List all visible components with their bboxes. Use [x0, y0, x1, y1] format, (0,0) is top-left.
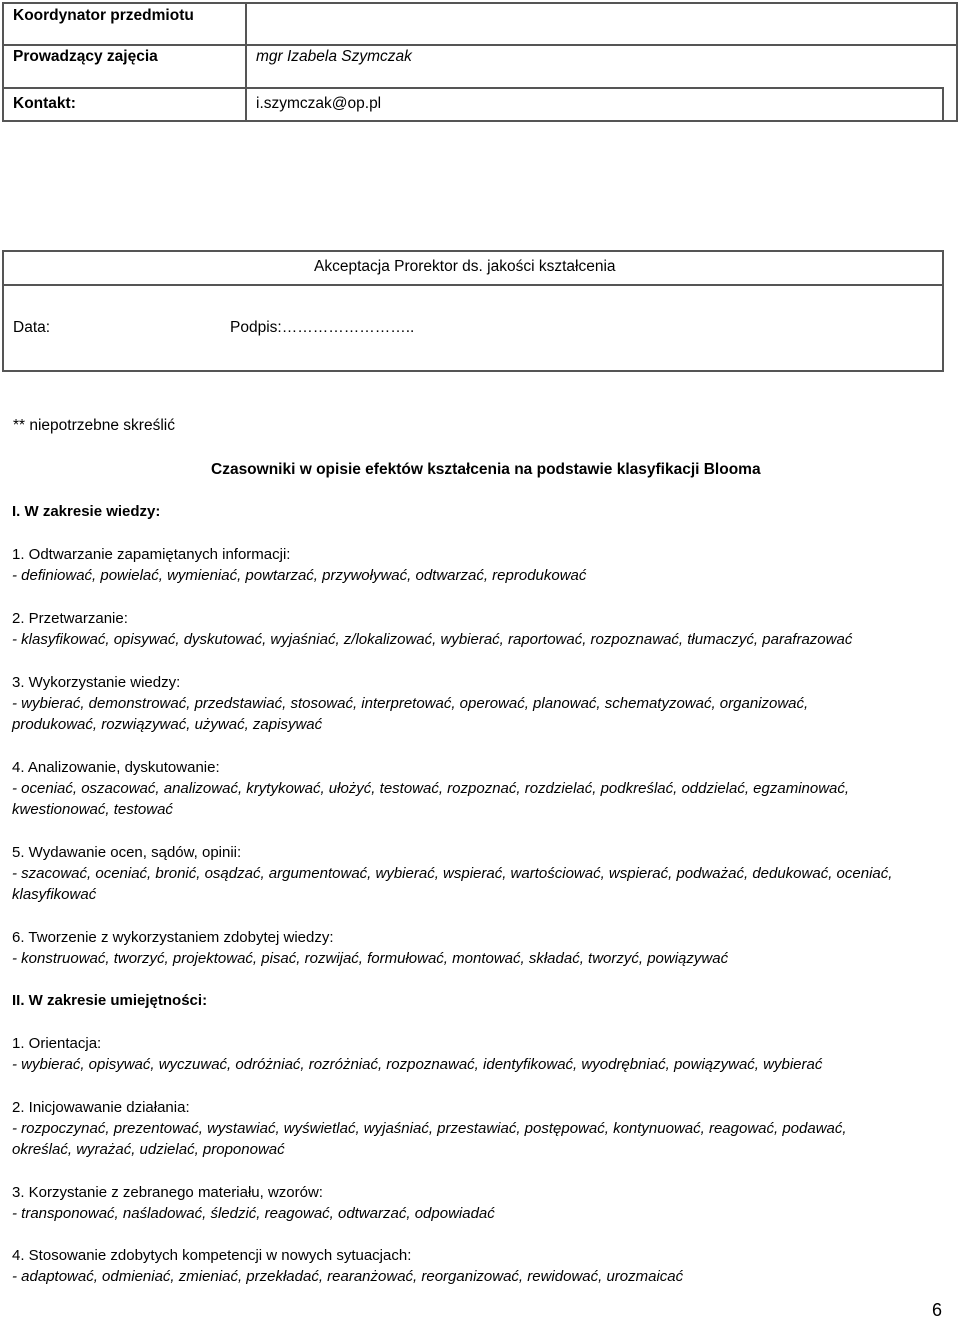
- contact-label: Kontakt:: [13, 95, 76, 112]
- skills-item-3-line: - transponować, naśladować, śledzić, reagować, odtwarzać, odpowiadać: [12, 1205, 495, 1222]
- knowledge-item-5-line: - szacować, oceniać, bronić, osądzać, argumentować, wybierać, wspierać, wartościować, wspierać, podważać, dedukować, oceniać,: [12, 865, 893, 882]
- row-divider: [2, 87, 944, 89]
- knowledge-item-3-line: - wybierać, demonstrować, przedstawiać, stosować, interpretować, operować, planować, schematyzować, organizować,: [12, 695, 809, 712]
- knowledge-item-2-title: 2. Przetwarzanie:: [12, 610, 128, 627]
- skills-item-4-title: 4. Stosowanie zdobytych kompetencji w nowych sytuacjach:: [12, 1247, 412, 1264]
- row-divider: [2, 44, 958, 46]
- section-title: Czasowniki w opisie efektów kształcenia na podstawie klasyfikacji Blooma: [211, 461, 761, 478]
- skills-item-3-title: 3. Korzystanie z zebranego materiału, wzorów:: [12, 1184, 323, 1201]
- contact-value: i.szymczak@op.pl: [256, 95, 382, 112]
- skills-item-1-title: 1. Orientacja:: [12, 1035, 102, 1052]
- acceptance-title: Akceptacja Prorektor ds. jakości kształcenia: [314, 258, 616, 275]
- coordinator-label: Koordynator przedmiotu: [13, 7, 194, 24]
- skills-item-2-title: 2. Inicjowawanie działania:: [12, 1099, 190, 1116]
- knowledge-item-6-line: - konstruować, tworzyć, projektować, pisać, rozwijać, formułować, montować, składać, tworzyć, powiązywać: [12, 950, 729, 967]
- instructor-value: mgr Izabela Szymczak: [256, 48, 412, 65]
- knowledge-item-4-line: kwestionować, testować: [12, 801, 173, 818]
- signature-label: Podpis:……………………..: [230, 319, 415, 336]
- knowledge-item-5-title: 5. Wydawanie ocen, sądów, opinii:: [12, 844, 242, 861]
- knowledge-item-1-line: - definiować, powielać, wymieniać, powtarzać, przywoływać, odtwarzać, reprodukować: [12, 567, 587, 584]
- acceptance-divider: [2, 284, 944, 286]
- knowledge-item-1-title: 1. Odtwarzanie zapamiętanych informacji:: [12, 546, 291, 563]
- knowledge-heading: I. W zakresie wiedzy:: [12, 503, 161, 520]
- skills-item-2-line: - rozpoczynać, prezentować, wystawiać, wyświetlać, wyjaśniać, przestawiać, postępować, kontynuować, reagować, podawać,: [12, 1120, 847, 1137]
- knowledge-item-3-line: produkować, rozwiązywać, używać, zapisywać: [12, 716, 323, 733]
- knowledge-item-3-title: 3. Wykorzystanie wiedzy:: [12, 674, 181, 691]
- page-number: 6: [932, 1300, 943, 1320]
- skills-item-2-line: określać, wyrażać, udzielać, proponować: [12, 1141, 285, 1158]
- skills-item-1-line: - wybierać, opisywać, wyczuwać, odróżniać, rozróżniać, rozpoznawać, identyfikować, wyodrębniać, powiązywać, wybierać: [12, 1056, 823, 1073]
- skills-item-4-line: - adaptować, odmieniać, zmieniać, przekładać, rearanżować, reorganizować, rewidować, urozmaicać: [12, 1268, 684, 1285]
- skills-heading: II. W zakresie umiejętności:: [12, 992, 208, 1009]
- column-divider: [245, 2, 247, 122]
- date-label: Data:: [13, 319, 51, 336]
- knowledge-item-4-line: - oceniać, oszacować, analizować, krytykować, ułożyć, testować, rozpoznać, rozdzielać, podkreślać, oddzielać, egzaminować,: [12, 780, 850, 797]
- instructor-label: Prowadzący zajęcia: [13, 48, 158, 65]
- knowledge-item-2-line: - klasyfikować, opisywać, dyskutować, wyjaśniać, z/lokalizować, wybierać, raportować, rozpoznawać, tłumaczyć, parafrazować: [12, 631, 853, 648]
- knowledge-item-4-title: 4. Analizowanie, dyskutowanie:: [12, 759, 220, 776]
- footnote: ** niepotrzebne skreślić: [13, 417, 175, 434]
- knowledge-item-5-line: klasyfikować: [12, 886, 97, 903]
- knowledge-item-6-title: 6. Tworzenie z wykorzystaniem zdobytej wiedzy:: [12, 929, 334, 946]
- column-divider: [942, 87, 944, 122]
